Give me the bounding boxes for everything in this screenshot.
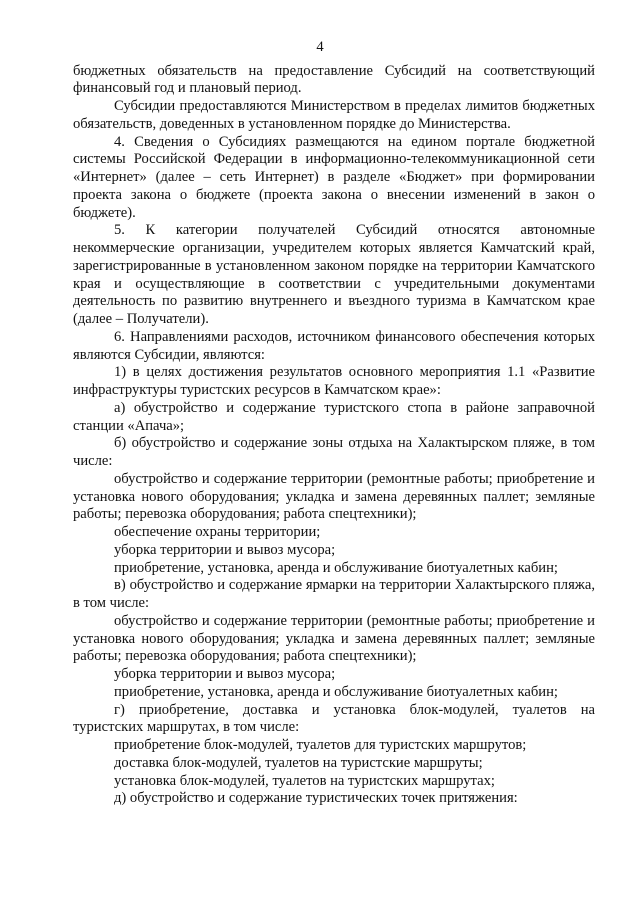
- paragraph: приобретение, установка, аренда и обслуживание биотуалетных кабин;: [114, 683, 558, 700]
- paragraph: 4. Сведения о Субсидиях размещаются на едином портале бюджетной системы Российской Федерации в информационно-телекоммуникационной сети «Интернет» (далее – сеть Интернет) в разделе «Бюджет» при формировании проекта закона о бюджете (проекта закона о внесении изменений в закон о бюджете).: [73, 133, 595, 221]
- page-number: 4: [316, 39, 324, 55]
- paragraph: в) обустройство и содержание ярмарки на территории Халактырского пляжа, в том числе:: [73, 577, 595, 611]
- paragraph: обустройство и содержание территории (ремонтные работы; приобретение и установка нового оборудования; укладка и замена деревянных паллет; земляные работы; перевозка оборудования; работа спецтехники);: [73, 612, 595, 665]
- paragraph: г) приобретение, доставка и установка блок-модулей, туалетов на туристских маршрутах, в том числе:: [73, 701, 595, 736]
- paragraph: уборка территории и вывоз мусора;: [114, 666, 336, 682]
- paragraph: 5. К категории получателей Субсидий относятся автономные некоммерческие организации, учредителем которых является Камчатский край, зарегистрированные в установленном законом порядке на территории Камчатского края и осуществляющие в соответствии с учредительными документами деятельность по развитию внутреннего и въездного туризма в Камчатском крае (далее – Получатели).: [73, 222, 595, 327]
- document-body: [73, 63, 595, 809]
- paragraph: 6. Направлениями расходов, источником финансового обеспечения которых являются Субсидии, являются:: [73, 328, 595, 363]
- paragraph: обеспечение охраны территории;: [114, 524, 321, 540]
- paragraph: приобретение, установка, аренда и обслуживание биотуалетных кабин;: [114, 559, 558, 576]
- paragraph: б) обустройство и содержание зоны отдыха на Халактырском пляже, в том числе:: [73, 435, 595, 469]
- paragraph: обустройство и содержание территории (ремонтные работы; приобретение и установка нового оборудования; укладка и замена деревянных паллет; земляные работы; перевозка оборудования; работа спецтехники);: [73, 470, 595, 523]
- paragraph: установка блок-модулей, туалетов на туристских маршрутах;: [114, 772, 495, 789]
- paragraph: а) обустройство и содержание туристского стопа в районе заправочной станции «Апача»;: [73, 399, 595, 434]
- paragraph: д) обустройство и содержание туристических точек притяжения:: [114, 790, 518, 807]
- paragraph: 1) в целях достижения результатов основного мероприятия 1.1 «Развитие инфраструктуры туристских ресурсов в Камчатском крае»:: [73, 364, 595, 398]
- paragraph: доставка блок-модулей, туалетов на туристские маршруты;: [114, 754, 483, 771]
- paragraph: Субсидии предоставляются Министерством в пределах лимитов бюджетных обязательств, доведенных в установленном порядке до Министерства.: [73, 98, 595, 132]
- paragraph: уборка территории и вывоз мусора;: [114, 541, 336, 558]
- paragraph: приобретение блок-модулей, туалетов для туристских маршрутов;: [114, 737, 527, 753]
- paragraph: бюджетных обязательств на предоставление Субсидий на соответствующий финансовый год и плановый период.: [73, 62, 595, 97]
